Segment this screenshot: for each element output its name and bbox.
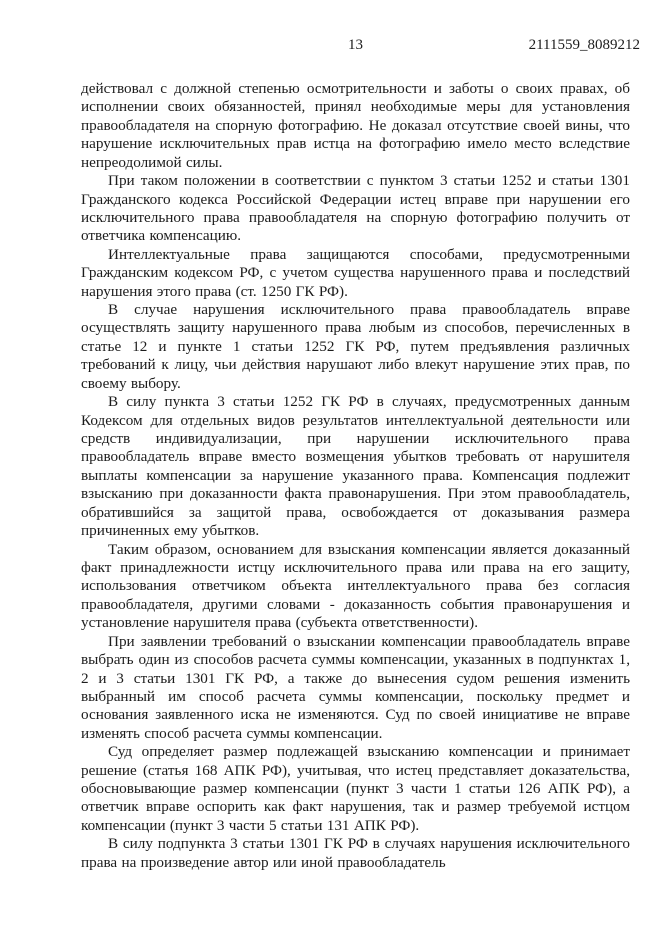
document-body: [81, 80, 630, 872]
page-header: [81, 36, 640, 54]
body-paragraph: В силу пункта 3 статьи 1252 ГК РФ в случаях, предусмотренных данным Кодексом для отдельных видов результатов интеллектуальной деятельности или средств индивидуализации, при нарушении исключительного права правообладатель вправе вместо возмещения убытков требовать от нарушителя выплаты компенсации за нарушение указанного права. Компенсация подлежит взысканию при доказанности факта правонарушения. При этом правообладатель, обратившийся за защитой права, освобождается от доказывания размера причиненных ему убытков.: [81, 393, 630, 540]
body-paragraph: При заявлении требований о взыскании компенсации правообладатель вправе выбрать один из способов расчета суммы компенсации, указанных в подпунктах 1, 2 и 3 статьи 1301 ГК РФ, а также до вынесения судом решения изменить выбранный им способ расчета суммы компенсации, поскольку предмет и основания заявленного иска не изменяются. Суд по своей инициативе не вправе изменять способ расчета суммы компенсации.: [81, 632, 630, 742]
body-paragraph: Суд определяет размер подлежащей взысканию компенсации и принимает решение (статья 168 АПК РФ), учитывая, что истец представляет доказательства, обосновывающие размер компенсации (пункт 3 части 1 статьи 126 АПК РФ), а ответчик вправе оспорить как факт нарушения, так и размер требуемой истцом компенсации (пункт 3 части 5 статьи 131 АПК РФ).: [81, 743, 630, 834]
body-paragraph: Таким образом, основанием для взыскания компенсации является доказанный факт принадлежности истцу исключительного права или права на его защиту, использования ответчиком объекта интеллектуального права без согласия правообладателя, другими словами - доказанность события правонарушения и установление нарушителя права (субъекта ответственности).: [81, 540, 630, 632]
page-number: 13: [348, 37, 363, 53]
body-paragraph: Интеллектуальные права защищаются способами, предусмотренными Гражданским кодексом РФ, с учетом существа нарушенного права и последствий нарушения этого права (ст. 1250 ГК РФ).: [81, 245, 630, 300]
body-paragraph: В силу подпункта 3 статьи 1301 ГК РФ в случаях нарушения исключительного права на произведение автор или иной правообладатель: [81, 835, 630, 871]
case-number: 2111559_8089212: [528, 37, 640, 53]
body-paragraph: В случае нарушения исключительного права правообладатель вправе осуществлять защиту нарушенного права любым из способов, перечисленных в статье 12 и пункте 1 статьи 1252 ГК РФ, путем предъявления различных требований к лицу, чьи действия нарушают либо влекут нарушение этих прав, по своему выбору.: [81, 301, 630, 392]
body-paragraph: При таком положении в соответствии с пунктом 3 статьи 1252 и статьи 1301 Гражданского кодекса Российской Федерации истец вправе при нарушении его исключительного права правообладателя на спорную фотографию получить от ответчика компенсацию.: [81, 172, 630, 245]
body-paragraph: действовал с должной степенью осмотрительности и заботы о своих правах, об исполнении своих обязанностей, принял необходимые меры для установления правообладателя на спорную фотографию. Не доказал отсутствие своей вины, что нарушение исключительных прав истца на фотографию имело место вследствие непреодолимой силы.: [81, 80, 630, 171]
